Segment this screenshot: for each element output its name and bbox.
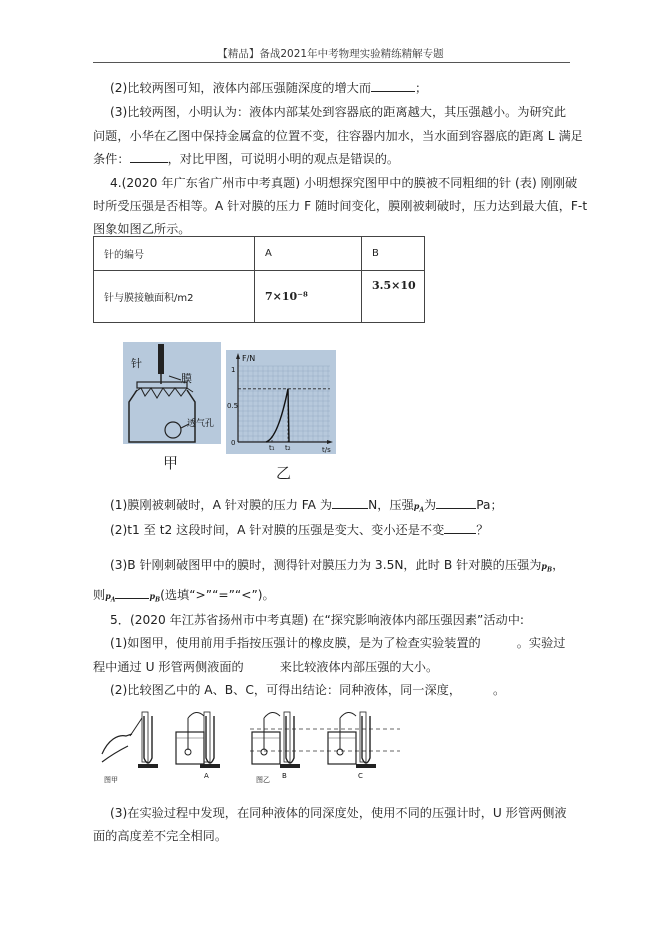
table-row [94, 237, 425, 271]
symbol-sub-a: A [419, 506, 425, 514]
q5-sub1-line2-a: 程中通过 U 形管两侧液面的 [93, 660, 244, 674]
symbol-p: p [149, 591, 156, 601]
figure-jia-caption: 甲 [163, 454, 179, 472]
x-tick-t2: t₂ [285, 444, 291, 452]
q4-sub3-line1-text: (3)B 针刚刺破图甲中的膜时，测得针对膜压力为 3.5N，此时 B 针对膜的压强为 [110, 558, 542, 572]
q4-sub3-line2 [93, 587, 275, 609]
symbol-pa [105, 591, 116, 604]
beaker-c [328, 712, 376, 768]
symbol-sub-b: B [155, 596, 161, 604]
label-figure-yi: 图乙 [256, 776, 270, 784]
q3-part2-text: (2)比较两图可知，液体内部压强随深度的增大而 [110, 81, 372, 95]
label-a: A [204, 772, 209, 780]
q5-sub2-b: 。 [493, 683, 506, 697]
figure-q5-pressure-gauge [100, 706, 400, 786]
q4-sub3-line1 [110, 557, 564, 579]
x-axis-label: t/s [322, 446, 331, 454]
table-cell-col-b: B [362, 237, 425, 271]
q3-part3-line3-b: ，对比甲图，可说明小明的观点是错误的。 [167, 152, 400, 166]
figure-jia-hand-gauge [102, 712, 158, 768]
q4-intro-line2: 时所受压强是否相等。A 针对膜的压力 F 随时间变化，膜刚被刺破时，压力达到最大值，F-t [93, 199, 588, 213]
q5-sub1-line1-b: 。实验过 [516, 636, 566, 650]
q4-sub3-line1-end: ， [552, 558, 565, 572]
needle-icon [158, 344, 164, 374]
q3-part2 [110, 80, 427, 96]
symbol-p: p [413, 501, 420, 511]
symbol-sub-b: B [547, 566, 553, 574]
q4-intro-line1: 4.(2020 年广东省广州市中考真题) 小明想探究图甲中的膜被不同粗细的针 (表) 刚刚破 [110, 176, 578, 190]
q5-sub1-line1-a: (1)如图甲，使用前用手指按压强计的橡皮膜，是为了检查实验装置的 [110, 636, 481, 650]
q4-sub3-line2-b: (选填“>”“=”“<”)。 [160, 588, 275, 602]
q3-part3-line3 [93, 151, 399, 167]
q4-sub1-a: (1)膜刚被刺破时，A 针对膜的压力 FA 为 [110, 498, 333, 512]
table-cell-col-a: A [255, 237, 362, 271]
header-divider [93, 62, 570, 63]
answer-blank[interactable] [130, 151, 168, 163]
q5-sub2 [110, 682, 505, 698]
q5-sub3-line2: 面的高度差不完全相同。 [93, 829, 228, 843]
answer-blank[interactable] [371, 80, 415, 92]
symbol-pa [413, 501, 425, 514]
table-cell-area-a: 7×10⁻⁸ [255, 271, 362, 323]
figure-yi-caption: 乙 [276, 464, 292, 482]
force-drop-line [288, 389, 289, 442]
page-header-title: 【精品】备战2021年中考物理实验精练精解专题 [217, 48, 444, 60]
q4-sub1-d: Pa； [476, 498, 503, 512]
q5-sub1-line2-b: 来比较液体内部压强的大小。 [279, 660, 439, 674]
label-needle: 针 [131, 357, 142, 370]
y-tick-1: 1 [231, 366, 236, 374]
chart-background [226, 350, 336, 454]
answer-blank[interactable] [436, 497, 476, 509]
q3-part3-line3-a: 条件： [93, 152, 130, 166]
q5-sub2-a: (2)比较图乙中的 A、B、C，可得出结论：同种液体，同一深度， [110, 683, 462, 697]
q3-part3-line2: 问题，小华在乙图中保持金属盒的位置不变，往容器内加水，当水面到容器底的距离 L 满足 [93, 129, 583, 143]
beaker-b [252, 712, 300, 768]
beaker-icon [328, 732, 356, 764]
q5-sub3-line1: (3)在实验过程中发现，在同种液体的同深度处，使用不同的压强计时，U 形管两侧液 [110, 806, 567, 820]
label-membrane: 膜 [181, 372, 192, 385]
label-c: C [358, 772, 363, 780]
label-b: B [282, 772, 287, 780]
q4-intro-line3: 图象如图乙所示。 [93, 222, 191, 236]
symbol-pb [541, 561, 553, 574]
q4-sub1-b: N，压强 [368, 498, 414, 512]
table-cell-area-label: 针与膜接触面积/m2 [94, 271, 255, 323]
beaker-icon [176, 732, 204, 764]
y-tick-0-5: 0.5 [227, 402, 239, 410]
q3-part3-line1: (3)比较两图，小明认为：液体内部某处到容器底的距离越大，其压强越小。为研究此 [110, 105, 567, 119]
q5-sub1-line2 [93, 659, 438, 675]
label-figure-jia: 图甲 [104, 776, 118, 784]
q5-sub1-line1 [110, 635, 565, 651]
symbol-p: p [105, 591, 111, 601]
answer-blank[interactable] [332, 497, 368, 509]
q4-sub2 [110, 522, 488, 538]
needle-table [93, 236, 425, 323]
table-row [94, 271, 425, 323]
figure-jia-jar [123, 342, 221, 444]
q4-sub3-line2-a: 则 [93, 588, 106, 602]
symbol-sub-a: A [110, 596, 116, 604]
answer-blank[interactable] [115, 587, 149, 599]
y-tick-0: 0 [231, 439, 236, 447]
table-cell-needle-label: 针的编号 [94, 237, 255, 271]
table-cell-area-b: 3.5×10 [362, 271, 425, 323]
x-tick-t1: t₁ [269, 444, 275, 452]
label-vent-hole: 透气孔 [187, 419, 215, 429]
y-axis-label: F/N [242, 354, 256, 363]
beaker-a [176, 712, 220, 768]
symbol-p: p [541, 561, 548, 571]
figure-yi-ft-chart [226, 350, 336, 454]
q4-sub1-c: 为 [424, 498, 437, 512]
q4-sub2-b: ？ [476, 523, 489, 537]
q3-part2-end: ； [415, 81, 428, 95]
q5-intro: 5．(2020 年江苏省扬州市中考真题) 在“探究影响液体内部压强因素”活动中: [110, 613, 525, 627]
answer-blank[interactable] [444, 522, 476, 534]
beaker-icon [252, 732, 280, 764]
hand-icon [102, 734, 132, 754]
q4-sub1 [110, 497, 503, 519]
q4-sub2-a: (2)t1 至 t2 这段时间，A 针对膜的压强是变大、变小还是不变 [110, 523, 445, 537]
symbol-pb [149, 591, 161, 604]
